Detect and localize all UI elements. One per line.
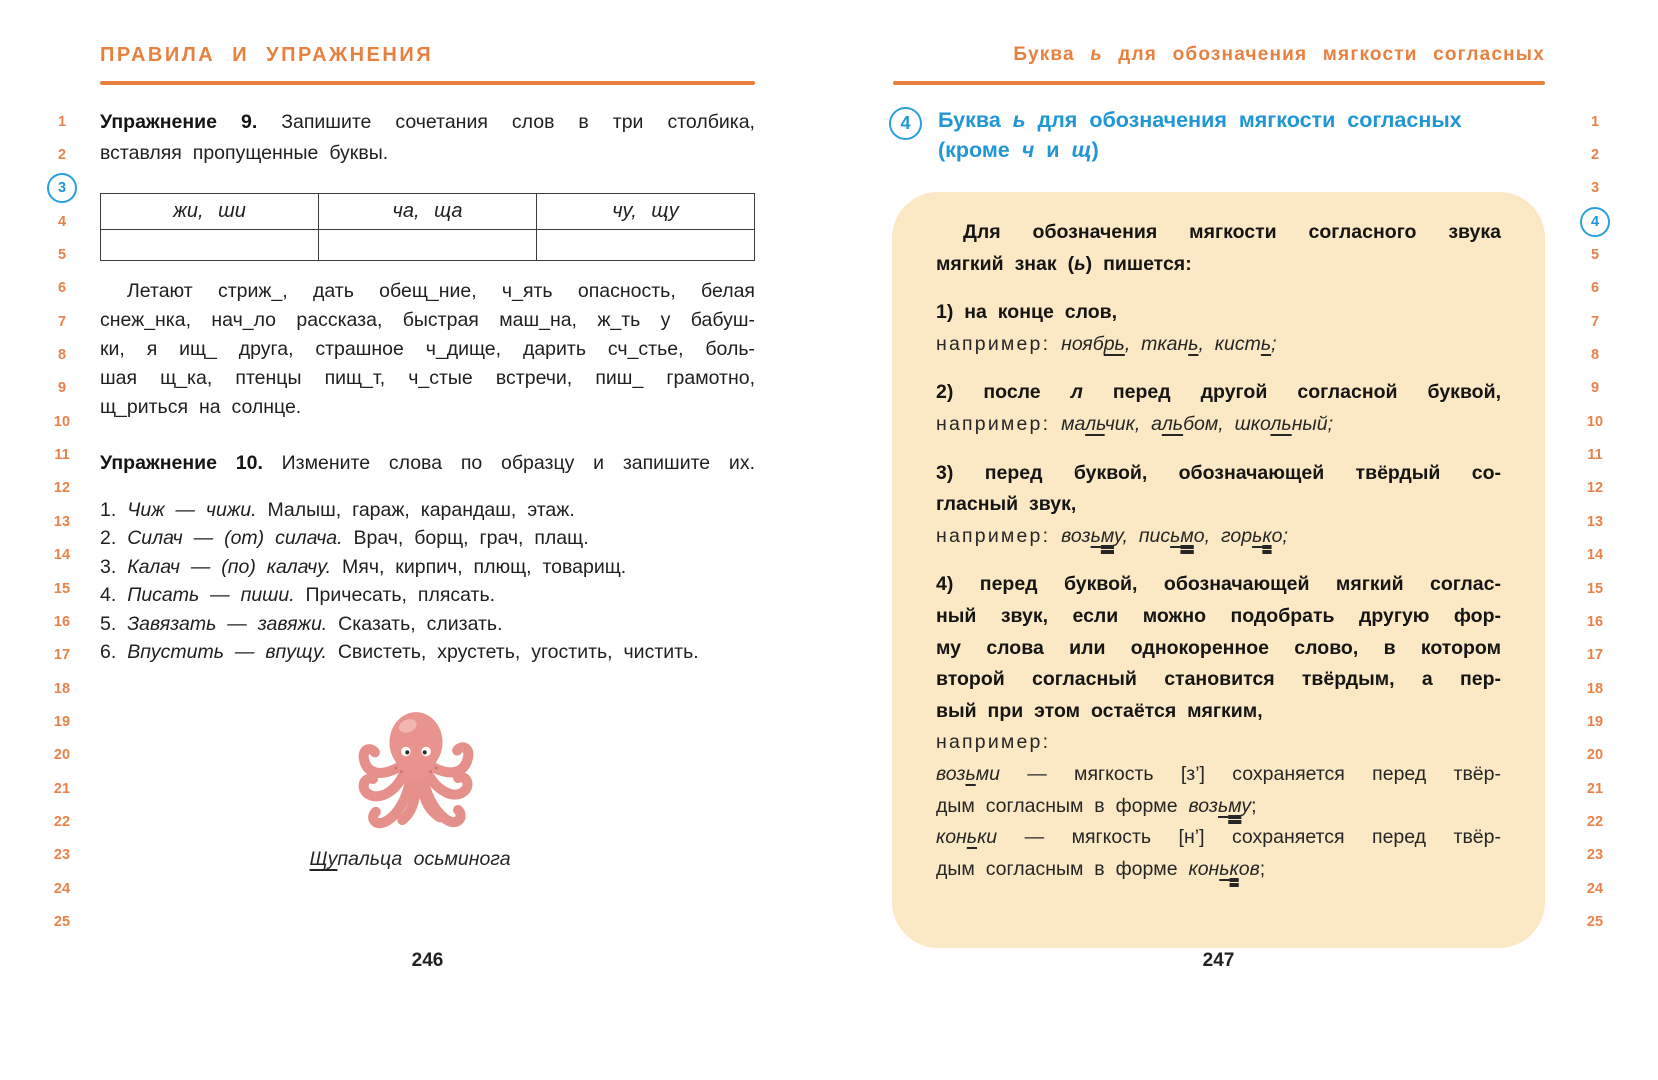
exercise9-text-line: щ_риться на солнце.: [100, 396, 302, 418]
exercise10-title-line: Упражнение 10. Измените слова по образцу и запишите их.: [100, 452, 755, 474]
line-number: 21: [53, 780, 71, 797]
table-empty-cell: [537, 230, 754, 260]
exercise-list-item: 4. Писать — пиши. Причесать, плясать.: [100, 584, 496, 607]
line-number: 8: [1590, 347, 1600, 364]
info-box-line: второй согласный становится твёрдым, а пер-: [936, 668, 1501, 691]
exercise9-text: [100, 277, 755, 422]
info-box-line: вый при этом остаётся мягким,: [936, 699, 1263, 722]
word-table: [100, 193, 755, 261]
line-number: 9: [57, 380, 67, 397]
info-box-line: мягкий знак (ь) пишется:: [936, 252, 1192, 275]
line-number: 17: [53, 647, 71, 664]
table-empty-cell: [319, 230, 537, 260]
info-box-line: например: мальчик, альбом, школьный;: [936, 412, 1334, 435]
page-number-left: 246: [411, 950, 444, 971]
line-number: 16: [1586, 613, 1604, 630]
info-box-line: коньки — мягкость [н’] сохраняется перед твёр-: [936, 826, 1501, 849]
line-number: 6: [1590, 280, 1600, 297]
line-number: 25: [1586, 913, 1604, 930]
line-number: 11: [54, 447, 70, 464]
info-box-line: ный звук, если можно подобрать другую фор-: [936, 604, 1501, 627]
line-number: 12: [1586, 480, 1604, 497]
info-box-line: 4) перед буквой, обозначающей мягкий соглас-: [936, 573, 1501, 596]
line-number: 4: [57, 213, 67, 230]
line-number: 3: [1590, 180, 1600, 197]
rule-info-box-content: [936, 217, 1501, 885]
rule-info-box: [892, 192, 1545, 948]
info-box-line: возьми — мягкость [з’] сохраняется перед твёр-: [936, 762, 1501, 785]
info-box-line: гласный звук,: [936, 493, 1077, 516]
line-number: 15: [1586, 580, 1604, 597]
info-box-line: например: ноябрь, ткань, кисть;: [936, 332, 1277, 355]
exercise9-title: [100, 107, 755, 169]
line-number: 20: [53, 747, 71, 764]
line-number: 24: [1586, 880, 1604, 897]
info-box-line: дым согласным в форме коньков;: [936, 857, 1266, 880]
running-head-right: Буква ь для обозначения мягкости согласных: [1013, 44, 1545, 65]
line-number: 24: [53, 880, 71, 897]
running-head-left: ПРАВИЛА И УПРАЖНЕНИЯ: [100, 44, 434, 66]
exercise9-title-line: Упражнение 9. Запишите сочетания слов в три столбика,: [100, 111, 755, 133]
info-box-line: Для обозначения мягкости согласного звука: [963, 221, 1501, 243]
section-number-badge: 4: [889, 107, 922, 140]
info-box-line: му слова или однокоренное слово, в котором: [936, 636, 1501, 659]
table-empty-cell: [101, 230, 319, 260]
exercise10-list: [100, 496, 755, 666]
line-number: 1: [1590, 113, 1600, 130]
exercise9-text-line: шая щ_ка, птенцы пищ_т, ч_стые встречи, пиш_ грамотно,: [100, 367, 755, 389]
line-number: 5: [1590, 247, 1600, 264]
line-number: 5: [57, 247, 67, 264]
exercise-list-item: 3. Калач — (по) калачу. Мяч, кирпич, плющ, товарищ.: [100, 555, 627, 578]
line-number: 12: [53, 480, 71, 497]
exercise9-text-line: Летают стриж_, дать обещ_ние, ч_ять опасность, белая: [127, 280, 755, 302]
header-rule-right: [893, 81, 1545, 85]
info-box-line: например: возьму, письмо, горько;: [936, 524, 1288, 547]
exercise-list-item: 5. Завязать — завяжи. Сказать, слизать.: [100, 612, 503, 635]
line-number: 3: [47, 173, 77, 203]
word-table-header-row: [101, 194, 754, 230]
header-rule-left: [100, 81, 755, 85]
line-number: 21: [1586, 780, 1604, 797]
info-box-line: 3) перед буквой, обозначающей твёрдый со-: [936, 461, 1501, 484]
line-number: 4: [1580, 207, 1610, 237]
line-number: 22: [1586, 813, 1604, 830]
line-number: 16: [53, 613, 71, 630]
line-number: 23: [1586, 847, 1604, 864]
line-number: 2: [1590, 147, 1600, 164]
line-number: 1: [57, 113, 67, 130]
line-number: 17: [1586, 647, 1604, 664]
info-box-line: 2) после л перед другой согласной буквой,: [936, 381, 1501, 404]
line-number: 10: [53, 413, 71, 430]
line-number: 18: [1586, 680, 1604, 697]
exercise-list-item: 2. Силач — (от) силача. Врач, борщ, грач, плащ.: [100, 527, 589, 550]
table-header-cell: ча, ща: [319, 194, 537, 229]
section-heading: [938, 106, 1518, 165]
line-number: 13: [1586, 513, 1604, 530]
line-number: 6: [57, 280, 67, 297]
info-box-line: 1) на конце слов,: [936, 301, 1118, 324]
exercise9-title-line: вставляя пропущенные буквы.: [100, 142, 389, 164]
section-heading-line: Буква ь для обозначения мягкости согласных: [938, 108, 1462, 132]
table-header-cell: жи, ши: [101, 194, 319, 229]
exercise-list-item: 1. Чиж — чижи. Малыш, гараж, карандаш, этаж.: [100, 499, 575, 521]
line-number: 22: [53, 813, 71, 830]
line-number: 9: [1590, 380, 1600, 397]
octopus-icon: [352, 700, 480, 845]
line-number: 18: [53, 680, 71, 697]
exercise10-title: [100, 448, 755, 479]
line-number: 10: [1586, 413, 1604, 430]
info-box-line: дым согласным в форме возьму;: [936, 794, 1257, 817]
octopus-illustration: [352, 700, 480, 845]
line-number: 14: [53, 547, 71, 564]
line-number: 11: [1587, 447, 1603, 464]
info-box-line: например:: [936, 731, 1051, 754]
page-number-right: 247: [1202, 950, 1235, 971]
line-number: 25: [53, 913, 71, 930]
line-number: 19: [53, 713, 71, 730]
margin-line-numbers-right: [1577, 105, 1613, 939]
illustration-caption: Щупальца осьминога: [309, 848, 511, 870]
exercise-list-item: 6. Впустить — впущу. Свистеть, хрустеть, угостить, чистить.: [100, 641, 699, 664]
line-number: 14: [1586, 547, 1604, 564]
exercise9-text-line: снеж_нка, нач_ло рассказа, быстрая маш_на, ж_ть у бабуш-: [100, 309, 755, 331]
line-number: 7: [1590, 313, 1600, 330]
line-number: 23: [53, 847, 71, 864]
exercise9-text-line: ки, я ищ_ друга, страшное ч_дище, дарить сч_стье, боль-: [100, 338, 755, 360]
line-number: 20: [1586, 747, 1604, 764]
line-number: 15: [53, 580, 71, 597]
table-header-cell: чу, щу: [612, 200, 679, 222]
line-number: 7: [57, 313, 67, 330]
line-number: 8: [57, 347, 67, 364]
section-heading-line: (кроме ч и щ): [938, 137, 1099, 162]
line-number: 19: [1586, 713, 1604, 730]
line-number: 13: [53, 513, 71, 530]
line-number: 2: [57, 147, 67, 164]
word-table-empty-row: [101, 230, 754, 260]
margin-line-numbers-left: [44, 105, 80, 939]
